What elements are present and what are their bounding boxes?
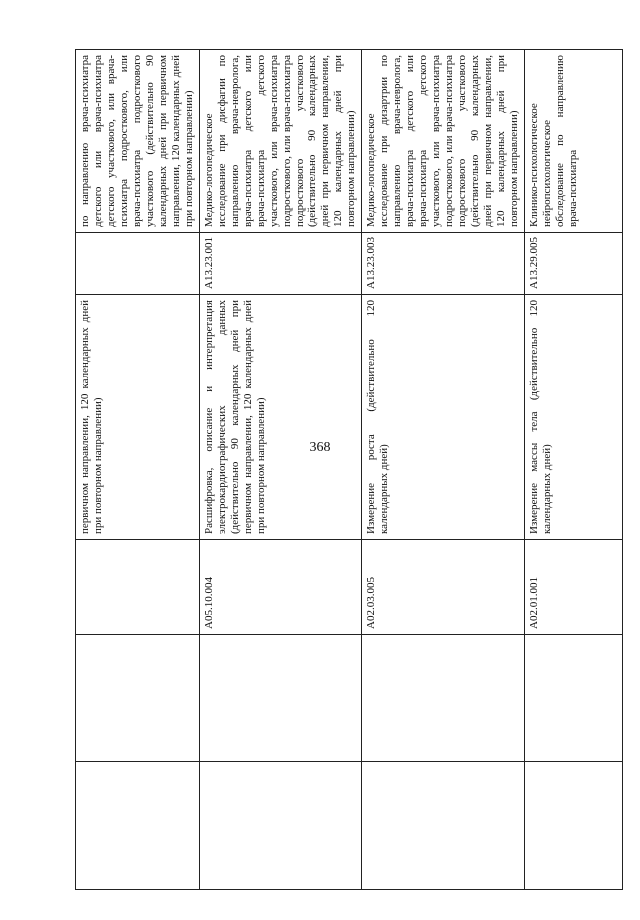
service-code-cell: A13.29.005 xyxy=(524,233,622,295)
table-cell-empty xyxy=(199,762,362,890)
table-row xyxy=(199,50,362,890)
page-number: 368 xyxy=(309,440,331,455)
table-cell-empty xyxy=(524,635,622,762)
service-description-cell: Клинико-психологическое нейропсихологическое обследование по направлению врача-психиатра xyxy=(524,50,622,233)
service-code-cell xyxy=(76,233,200,295)
table-cell-empty xyxy=(76,762,200,890)
service-description-cell: Измерение роста (действительно 120 календарных дней) xyxy=(362,295,525,540)
rotated-table-container xyxy=(75,50,579,890)
service-code-cell: A02.03.005 xyxy=(362,540,525,635)
service-code-cell xyxy=(76,540,200,635)
service-code-cell: A13.23.001 xyxy=(199,233,362,295)
service-code-cell: A02.01.001 xyxy=(524,540,622,635)
table-cell-empty xyxy=(76,635,200,762)
service-description-cell: по направлению врача-психиатра детского или врача-психиатра детского участкового, или врача-психиатра подросткового, или врача-психиатра подросткового участкового (действительно 90 календарных дней при первичном направлении, 120 календарных дней при повторном направлении) xyxy=(76,50,200,233)
service-description-cell: Измерение массы тела (действительно 120 календарных дней) xyxy=(524,295,622,540)
table-cell-empty xyxy=(524,762,622,890)
table-cell-empty xyxy=(362,635,525,762)
table-row xyxy=(76,50,200,890)
service-description-cell: Расшифровка, описание и интерпретация электрокардиографических данных (действительно 90 календарных дней при первичном направлении, 120 календарных дней при повторном направлении) xyxy=(199,295,362,540)
table-cell-empty xyxy=(362,762,525,890)
service-description-cell: первичном направлении, 120 календарных дней при повторном направлении) xyxy=(76,295,200,540)
table-row xyxy=(524,50,622,890)
services-table xyxy=(75,49,623,890)
service-description-cell: Медико-логопедическое исследование при дисфагии по направлению врача-невролога, врача-психиатра детского или врача-психиатра детского участкового, или врача-психиатра подросткового, или врача-психиатра подросткового участкового (действительно 90 календарных дней при первичном направлении, 120 календарных дней при повторном направлении) xyxy=(199,50,362,233)
service-code-cell: A13.23.003 xyxy=(362,233,525,295)
table-cell-empty xyxy=(199,635,362,762)
service-code-cell: A05.10.004 xyxy=(199,540,362,635)
service-description-cell: Медико-логопедическое исследование при дизартрии по направлению врача-невролога, врача-психиатра детского или врача-психиатра детского участкового, или врача-психиатра подросткового, или врача-психиатра подросткового участкового (действительно 90 календарных дней при первичном направлении, 120 календарных дней при повторном направлении) xyxy=(362,50,525,233)
table-row xyxy=(362,50,525,890)
